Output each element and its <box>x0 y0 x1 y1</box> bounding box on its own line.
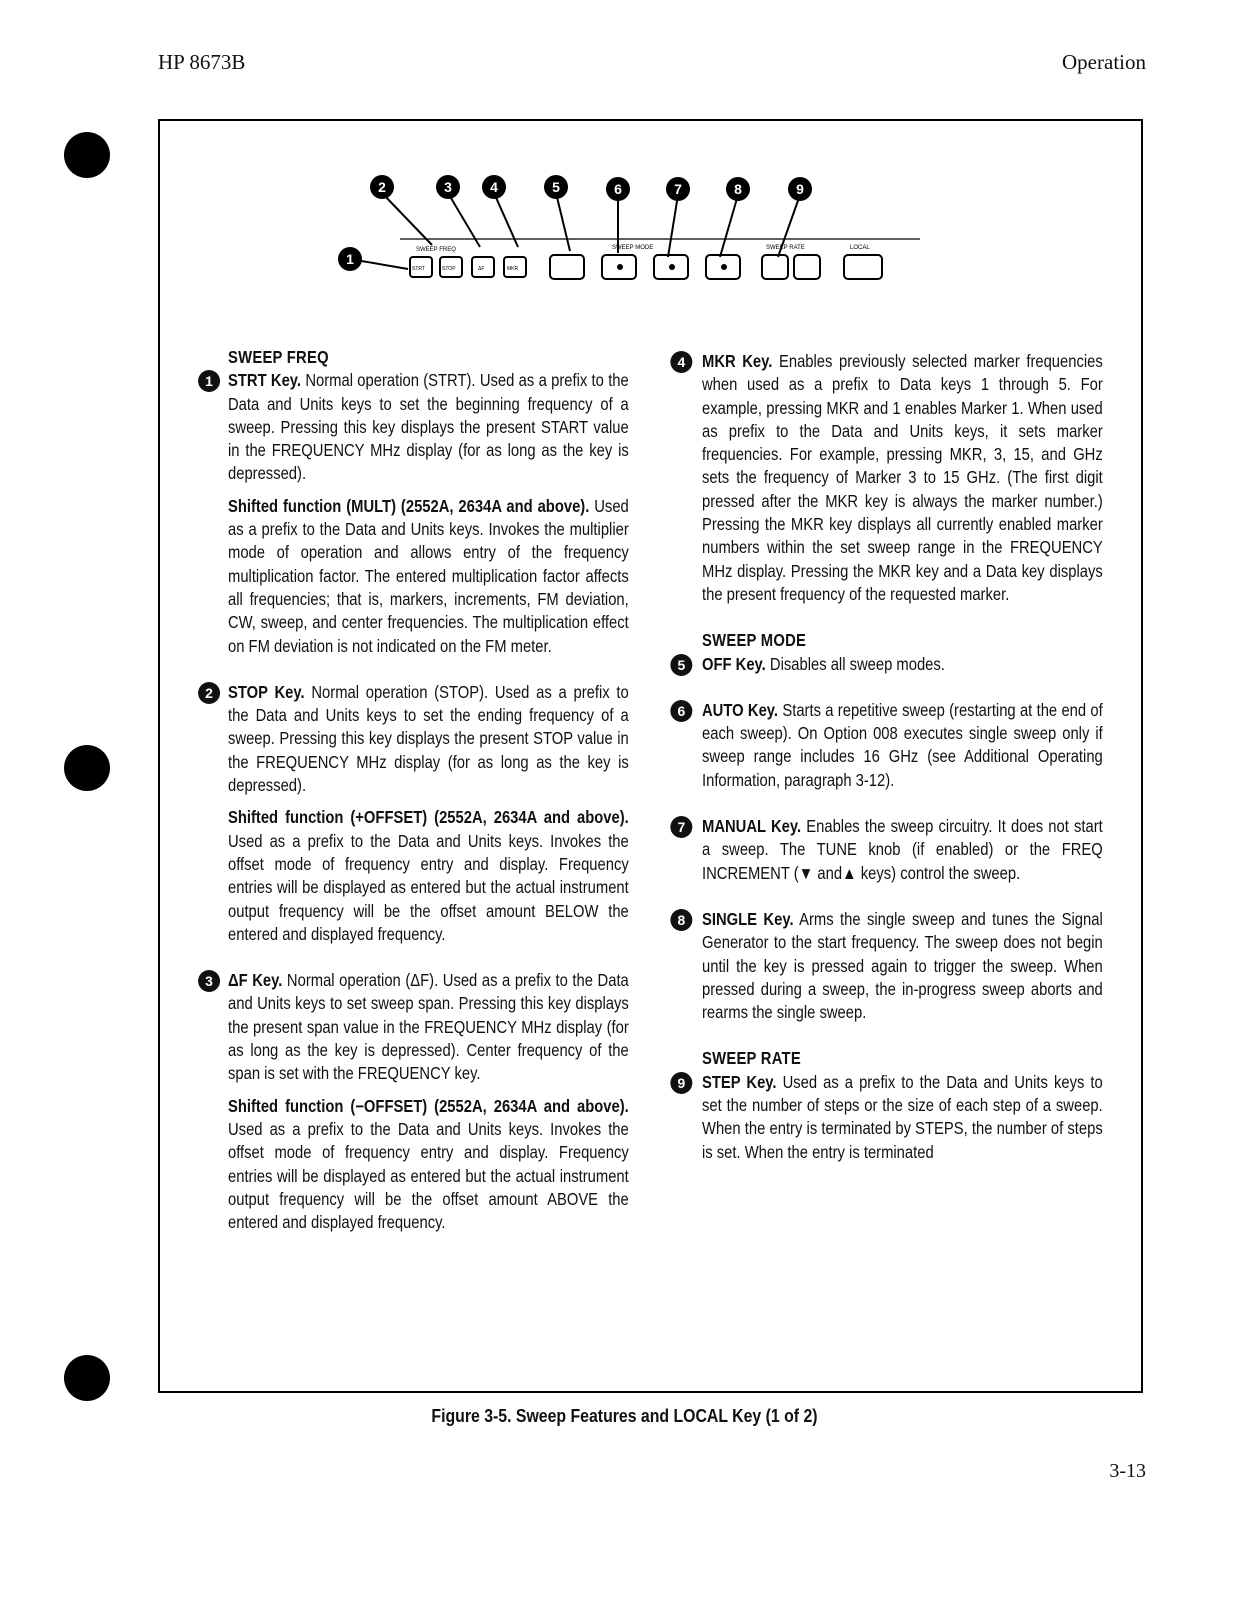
item-manual-key <box>677 815 1103 885</box>
key-name: ΔF Key. <box>228 970 283 991</box>
shifted-label: Shifted function (−OFFSET) (2552A, 2634A and above). <box>228 1095 629 1116</box>
item-text: Enables the sweep circuitry. It does not start a sweep. The TUNE knob (if enabled) or the FREQ INCREMENT ( <box>702 816 1103 883</box>
header-model: HP 8673B <box>158 50 246 74</box>
item-text: Normal operation (ΔF). Used as a prefix to the Data and Units keys to set sweep span. Pressing this key displays the present span value in the FREQUENCY MHz display (for as long as the key is depressed). Center frequency of the span is set with the FREQUENCY key. <box>228 970 629 1084</box>
key-name: STOP Key. <box>228 681 305 702</box>
key-label-df: ΔF <box>478 266 485 272</box>
item-delta-f-key <box>205 969 629 1234</box>
panel-label-sweep-rate: SWEEP RATE <box>766 245 805 251</box>
callout-9-number: 9 <box>796 181 804 197</box>
arrow-down-icon: ▼ <box>798 862 814 883</box>
shifted-label: Shifted function (MULT) (2552A, 2634A and above). <box>228 495 590 516</box>
callout-4-icon: 4 <box>670 351 692 373</box>
panel-label-local: LOCAL <box>850 245 870 251</box>
item-stop-key <box>205 681 629 946</box>
punch-hole-icon <box>64 745 110 791</box>
item-text: Used as a prefix to the Data and Units keys to set the number of steps or the size of each step of a sweep. When the entry is terminated by STEPS, the number of steps is set. When the entry is terminated <box>702 1071 1103 1162</box>
shifted-label: Shifted function (+OFFSET) (2552A, 2634A and above). <box>228 807 629 828</box>
item-text: Normal operation (STOP). Used as a prefix to the Data and Units keys to set the ending frequency of a sweep. Pressing this key displays the present STOP value in the FREQUENCY MHz display (for as long as the key is depressed). <box>228 681 629 796</box>
item-single-key <box>677 908 1103 1024</box>
key-label-stop: STOP <box>442 266 456 272</box>
right-column <box>677 350 1103 1164</box>
item-text-and: and <box>817 862 843 883</box>
front-panel-illustration <box>330 165 930 305</box>
item-text: Disables all sweep modes. <box>769 653 945 674</box>
callout-6-number: 6 <box>614 181 622 197</box>
item-text-end: keys) control the sweep. <box>860 862 1021 883</box>
key-name: AUTO Key. <box>702 699 779 720</box>
panel-label-sweep-freq: SWEEP FREQ <box>416 247 456 253</box>
item-auto-key <box>677 699 1103 792</box>
left-column <box>205 346 629 1234</box>
punch-hole-icon <box>64 1355 110 1401</box>
item-text: Arms the single sweep and tunes the Signal Generator to the start frequency. The sweep does not begin until the key is pressed again to trigger the sweep. When pressed during a sweep, the in-progress sweep aborts and rearms the single sweep. <box>702 908 1103 1023</box>
punch-hole-icon <box>64 132 110 178</box>
callout-2-number: 2 <box>378 179 386 195</box>
panel-label-sweep-mode: SWEEP MODE <box>612 245 654 251</box>
section-heading-sweep-mode: SWEEP MODE <box>702 630 807 651</box>
shifted-text: Used as a prefix to the Data and Units keys. Invokes the offset mode of frequency entry and display. Frequency entries will be displayed as entered but the actual instrument output frequency will be the offset amount BELOW the entered and displayed frequency. <box>228 830 629 944</box>
key-name: MANUAL Key. <box>702 816 802 837</box>
key-name: MKR Key. <box>702 351 773 371</box>
page-number: 3-13 <box>1109 1460 1146 1482</box>
callout-5-icon: 5 <box>670 654 692 676</box>
callout-3-icon: 3 <box>198 970 220 992</box>
key-name: STRT Key. <box>228 370 302 391</box>
callout-7-number: 7 <box>674 181 682 197</box>
header-section: Operation <box>1062 50 1146 74</box>
callout-6-icon: 6 <box>670 700 692 722</box>
item-step-key <box>677 1071 1103 1164</box>
item-strt-key <box>205 369 629 658</box>
item-mkr-key <box>677 350 1103 606</box>
shifted-text: Used as a prefix to the Data and Units keys. Invokes the offset mode of frequency entry and display. Frequency entries will be displayed as entered but the actual instrument output frequency will be the offset amount ABOVE the entered and displayed frequency. <box>228 1118 629 1233</box>
section-heading-sweep-freq: SWEEP FREQ <box>228 347 329 367</box>
item-text: Enables previously selected marker frequencies when used as a prefix to Data keys 1 through 5. For example, pressing MKR and 1 enables Marker 1. When used as prefix to the Data and Units keys, it sets marker frequencies. For example, pressing MKR, 3, 15, and GHz sets the frequency of Marker 3 to 15 GHz. (The first digit pressed after the MKR key is always the marker number.) Pressing the MKR key displays all currently enabled marker numbers within the set sweep range in the FREQUENCY MHz display. Pressing the MKR key and a Data key displays the present frequency of the requested marker. <box>702 351 1103 604</box>
arrow-up-icon: ▲ <box>842 862 857 883</box>
callout-8-icon: 8 <box>670 909 692 931</box>
figure-caption: Figure 3-5. Sweep Features and LOCAL Key (1 of 2) <box>431 1406 818 1426</box>
callout-1-number: 1 <box>346 251 354 267</box>
callout-1-icon: 1 <box>198 370 220 392</box>
callout-3-number: 3 <box>444 179 452 195</box>
item-text: Normal operation (STRT). Used as a prefix to the Data and Units keys to set the beginning frequency of a sweep. Pressing this key displays the present START value in the FREQUENCY MHz display (for as long as the key is depressed). <box>228 370 629 484</box>
key-name: STEP Key. <box>702 1071 777 1092</box>
key-name: SINGLE Key. <box>702 908 794 929</box>
callout-9-icon: 9 <box>670 1072 692 1094</box>
callout-2-icon: 2 <box>198 682 220 704</box>
shifted-text: Used as a prefix to the Data and Units keys. Invokes the multiplier mode of operation and allows entry of the frequency multiplication factor. The entered multiplication factor affects all frequencies; that is, markers, increments, FM deviation, CW, sweep, and center frequencies. The multiplication effect on FM deviation is not indicated on the FM meter. <box>228 495 629 656</box>
key-label-strt: STRT <box>412 266 425 272</box>
callout-4-number: 4 <box>490 179 498 195</box>
key-name: OFF Key. <box>702 653 766 674</box>
callout-8-number: 8 <box>734 181 742 197</box>
section-heading-sweep-rate: SWEEP RATE <box>702 1048 801 1069</box>
key-label-mkr: MKR <box>507 266 519 272</box>
callout-7-icon: 7 <box>670 816 692 838</box>
item-off-key <box>677 653 1103 676</box>
callout-5-number: 5 <box>552 179 560 195</box>
item-text: Starts a repetitive sweep (restarting at the end of each sweep). On Option 008 executes single sweep only if sweep range includes 16 GHz (see Additional Operating Information, paragraph 3-12). <box>702 699 1103 790</box>
